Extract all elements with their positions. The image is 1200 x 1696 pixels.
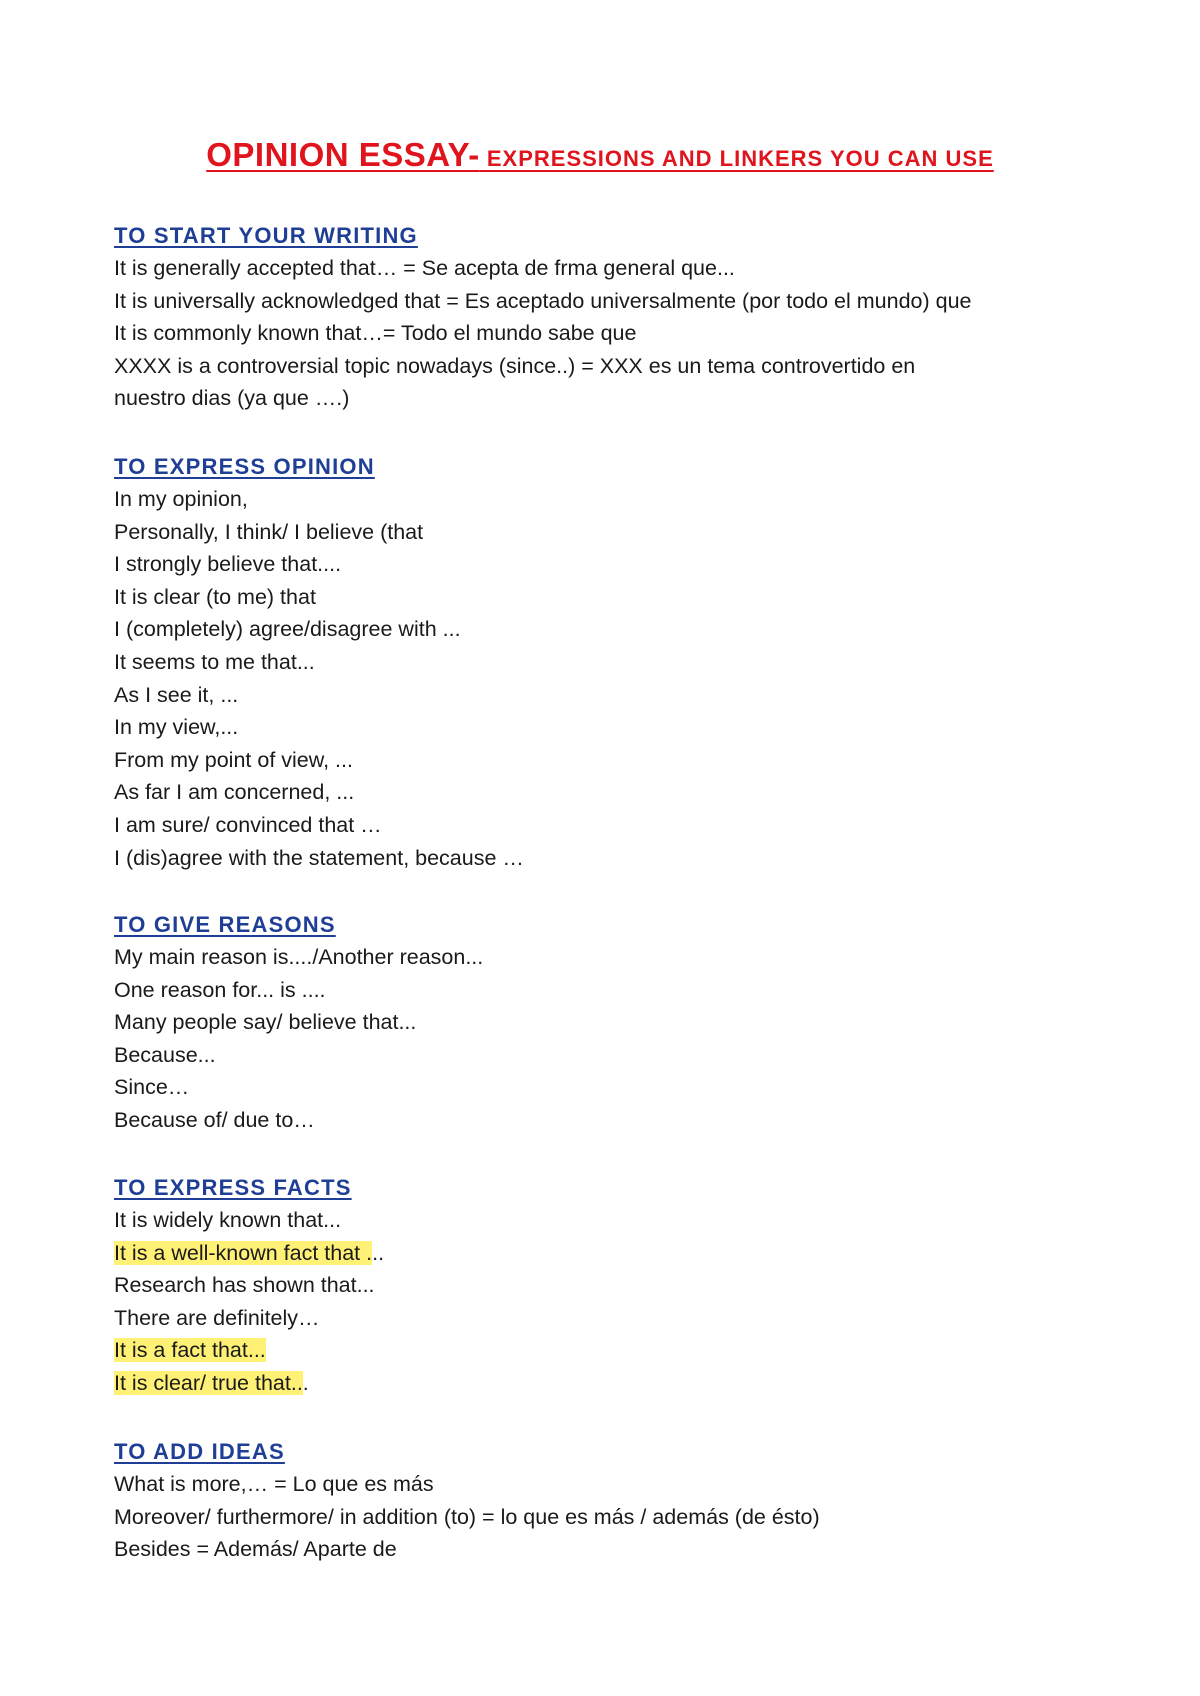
section-heading: TO ADD IDEAS: [114, 1439, 285, 1464]
expression-line: It is universally acknowledged that = Es aceptado universalmente (por todo el mundo) que: [114, 288, 972, 313]
expression-line: Because...: [114, 1042, 216, 1067]
expression-line: Personally, I think/ I believe (that: [114, 519, 424, 544]
expression-line: It is commonly known that…= Todo el mundo sabe que: [114, 321, 637, 346]
expression-list: [114, 483, 1154, 874]
expression-line: I (completely) agree/disagree with ...: [114, 617, 461, 642]
title-main: OPINION ESSAY-: [206, 136, 480, 173]
expression-line: Besides = Además/ Aparte de: [114, 1537, 397, 1562]
section-heading: TO START YOUR WRITING: [114, 223, 418, 248]
expression-line: My main reason is..../Another reason...: [114, 945, 484, 969]
expression-line: It is a well-known fact that ...: [114, 1240, 385, 1265]
expression-line: There are definitely…: [114, 1305, 320, 1330]
expression-list: [114, 1204, 1154, 1400]
expression-line: As I see it, ...: [114, 682, 239, 707]
expression-line: In my opinion,: [114, 487, 248, 511]
highlighted-text: It is a fact that...: [114, 1338, 266, 1363]
expression-line: Many people say/ believe that...: [114, 1010, 417, 1035]
expression-line: Moreover/ furthermore/ in addition (to) = lo que es más / además (de ésto): [114, 1504, 820, 1529]
title-subtitle: EXPRESSIONS AND LINKERS YOU CAN USE: [479, 146, 994, 171]
expression-line: Because of/ due to…: [114, 1107, 315, 1132]
expression-line: It is generally accepted that… = Se acepta de frma general que...: [114, 256, 735, 280]
expression-line: I strongly believe that....: [114, 552, 342, 577]
expression-line: [114, 1334, 1154, 1367]
highlighted-text: It is a well-known fact that .: [114, 1240, 373, 1265]
expression-line: nuestro dias (ya que ….): [114, 386, 350, 411]
expression-line: One reason for... is ....: [114, 977, 326, 1002]
expression-line: From my point of view, ...: [114, 747, 353, 772]
expression-line: I (dis)agree with the statement, because …: [114, 845, 524, 870]
section-start-writing: [114, 219, 1154, 415]
expression-line: XXXX is a controversial topic nowadays (since..) = XXX es un tema controvertido en: [114, 353, 916, 378]
expression-list: [114, 252, 1154, 415]
expression-line: As far I am concerned, ...: [114, 780, 355, 805]
expression-list: [114, 1468, 1154, 1566]
expression-line: What is more,… = Lo que es más: [114, 1472, 434, 1496]
expression-line: It is clear (to me) that: [114, 584, 316, 609]
expression-line: I am sure/ convinced that …: [114, 812, 382, 837]
section-add-ideas: [114, 1435, 1154, 1566]
section-heading: TO EXPRESS FACTS: [114, 1175, 352, 1200]
highlighted-text: It is clear/ true that..: [114, 1370, 303, 1395]
section-express-opinion: [114, 450, 1154, 874]
expression-line: It is widely known that...: [114, 1208, 342, 1232]
expression-line: It is clear/ true that...: [114, 1370, 309, 1395]
section-heading: TO EXPRESS OPINION: [114, 454, 375, 479]
expression-line: Research has shown that...: [114, 1273, 375, 1298]
expression-list: [114, 941, 1154, 1137]
expression-line: Since…: [114, 1075, 190, 1100]
section-give-reasons: [114, 908, 1154, 1137]
expression-line: In my view,...: [114, 715, 239, 740]
section-heading: TO GIVE REASONS: [114, 912, 336, 937]
document-title: [0, 136, 1200, 174]
expression-line: It seems to me that...: [114, 649, 315, 674]
section-express-facts: [114, 1171, 1154, 1400]
